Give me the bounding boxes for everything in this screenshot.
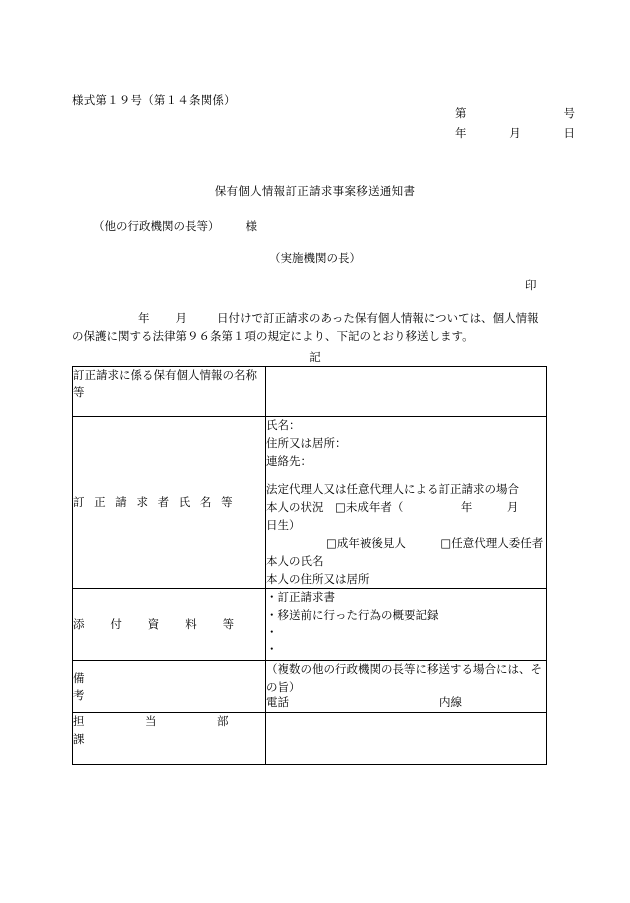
issuer: （実施機関の長） [269, 251, 361, 265]
document-date-month: 月 [509, 126, 521, 140]
row-label-requester: 訂 正 請 求 者 氏 名 等 [73, 417, 266, 589]
body-paragraph [72, 310, 560, 346]
addressee-honorific: 様 [245, 219, 257, 233]
row-value-info-name [266, 367, 547, 417]
row-value-requester [266, 417, 553, 589]
body-text-1: 日付けで訂正請求のあった保有個人情報については、個人情報 [217, 311, 539, 325]
body-date-year: 年 [138, 311, 150, 325]
table-row [73, 589, 547, 661]
row-value-remarks: （複数の他の行政機関の長等に移送する場合には、その旨） [266, 661, 547, 713]
agent-case-line: 法定代理人又は任意代理人による訂正請求の場合 [266, 482, 519, 497]
attachment-item: ・訂正請求書 [266, 590, 335, 605]
document-number-line [455, 105, 575, 121]
attachment-item: ・ [266, 624, 278, 639]
principal-name-line: 本人の氏名 [266, 553, 324, 568]
requester-name-line: 氏名： [266, 418, 301, 432]
document-number-suffix: 号 [563, 106, 575, 120]
principal-status-line-2 [266, 535, 546, 553]
body-text-2: の保護に関する法律第９６条第１項の規定により、下記のとおり移送します。 [72, 328, 474, 343]
document-number-label: 第 [455, 106, 467, 120]
ki-marker: 記 [309, 350, 321, 364]
row-label-department: 担 当 部 課 [73, 713, 266, 765]
requester-contact-line: 連絡先： [266, 453, 312, 468]
body-date-month: 月 [175, 311, 187, 325]
row-value-department [266, 694, 547, 765]
attachment-item: ・ [266, 642, 278, 657]
row-label-info-name: 訂正請求に係る保有個人情報の名称等 [73, 367, 266, 417]
row-label-remarks: 備 考 [73, 661, 266, 713]
principal-status-line: 本人の状況 □未成年者（ 年 月 日生） [266, 500, 553, 533]
page-title: 保有個人情報訂正請求事案移送通知書 [214, 184, 416, 198]
row-label-attachments: 添 付 資 料 等 [73, 589, 266, 661]
telephone-label: 電話 [266, 694, 289, 709]
requester-address-line: 住所又は居所： [266, 435, 347, 450]
table-row [73, 367, 547, 417]
addressee [93, 218, 257, 234]
attachment-item: ・移送前に行った行為の概要記録 [266, 607, 439, 622]
seal-mark: 印 [525, 278, 537, 292]
row-value-attachments [266, 589, 547, 661]
form-table [72, 366, 553, 765]
form-number: 様式第１９号（第１４条関係） [72, 93, 236, 107]
document-date-line [455, 125, 575, 141]
extension-label: 内線 [439, 694, 462, 709]
principal-status-options: □成年被後見人 □任意代理人委任者 [326, 535, 544, 550]
principal-address-line: 本人の住所又は居所 [266, 571, 370, 586]
document-date-day: 日 [563, 126, 575, 140]
document-date-year: 年 [455, 126, 467, 140]
table-row [73, 713, 547, 765]
addressee-name: （他の行政機関の長等） [93, 219, 220, 233]
table-row [73, 417, 547, 589]
